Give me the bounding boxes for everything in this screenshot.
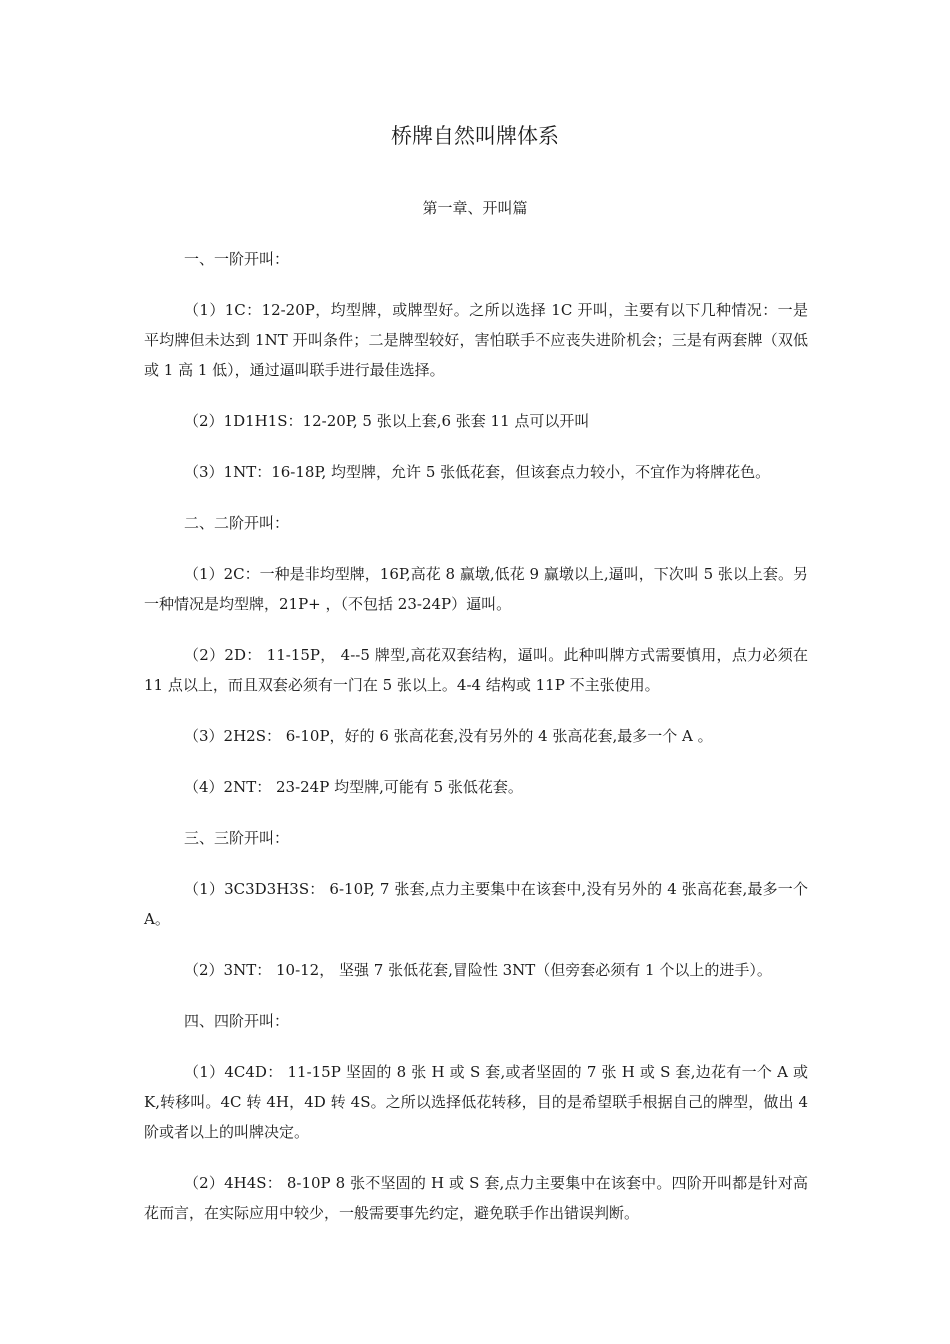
paragraph-2nt: （4）2NT： 23-24P 均型牌,可能有 5 张低花套。 [184, 778, 523, 796]
paragraph-2d: （2）2D： 11-15P， 4--5 牌型,高花双套结构，逼叫。此种叫牌方式需要慎用，点力必须在 11 点以上，而且双套必须有一门在 5 张以上。4-4 结构或 11P 不主张使用。 [144, 646, 808, 694]
document-body [144, 244, 808, 1249]
paragraph-4h4s: （2）4H4S： 8-10P 8 张不坚固的 H 或 S 套,点力主要集中在该套中。四阶开叫都是针对高花而言，在实际应用中较少，一般需要事先约定，避免联手作出错误判断。 [144, 1174, 808, 1222]
paragraph-3nt: （2）3NT： 10-12， 坚强 7 张低花套,冒险性 3NT（但旁套必须有 1 个以上的进手）。 [184, 961, 772, 979]
section-heading-4: 四、四阶开叫： [184, 1012, 290, 1030]
paragraph-1d1h1s: （2）1D1H1S：12-20P, 5 张以上套,6 张套 11 点可以开叫 [184, 412, 590, 430]
section-heading-1: 一、一阶开叫： [184, 250, 290, 268]
paragraph-2c: （1）2C：一种是非均型牌，16P,高花 8 赢墩,低花 9 赢墩以上,逼叫，下次叫 5 张以上套。另一种情况是均型牌，21P+ ，（不包括 23-24P）逼叫。 [144, 565, 808, 613]
paragraph-2h2s: （3）2H2S： 6-10P，好的 6 张高花套,没有另外的 4 张高花套,最多一个 A 。 [184, 727, 713, 745]
chapter-title: 第一章、开叫篇 [422, 199, 528, 217]
section-heading-2: 二、二阶开叫： [184, 514, 290, 532]
document-title: 桥牌自然叫牌体系 [391, 124, 559, 148]
paragraph-1c: （1）1C：12-20P，均型牌，或牌型好。之所以选择 1C 开叫，主要有以下几种情况：一是平均牌但未达到 1NT 开叫条件；二是牌型较好，害怕联手不应丧失进阶机会；三是有两套牌（双低或 1 高 1 低），通过逼叫联手进行最佳选择。 [144, 301, 808, 379]
paragraph-4c4d: （1）4C4D： 11-15P 坚固的 8 张 H 或 S 套,或者坚固的 7 张 H 或 S 套,边花有一个 A 或 K,转移叫。4C 转 4H，4D 转 4S。之所以选择低花转移，目的是希望联手根据自己的牌型，做出 4 阶或者以上的叫牌决定。 [144, 1063, 808, 1141]
section-heading-3: 三、三阶开叫： [184, 829, 290, 847]
paragraph-1nt: （3）1NT：16-18P, 均型牌，允许 5 张低花套，但该套点力较小，不宜作为将牌花色。 [184, 463, 771, 481]
paragraph-3c3d3h3s: （1）3C3D3H3S： 6-10P, 7 张套,点力主要集中在该套中,没有另外的 4 张高花套,最多一个 A。 [144, 880, 808, 928]
